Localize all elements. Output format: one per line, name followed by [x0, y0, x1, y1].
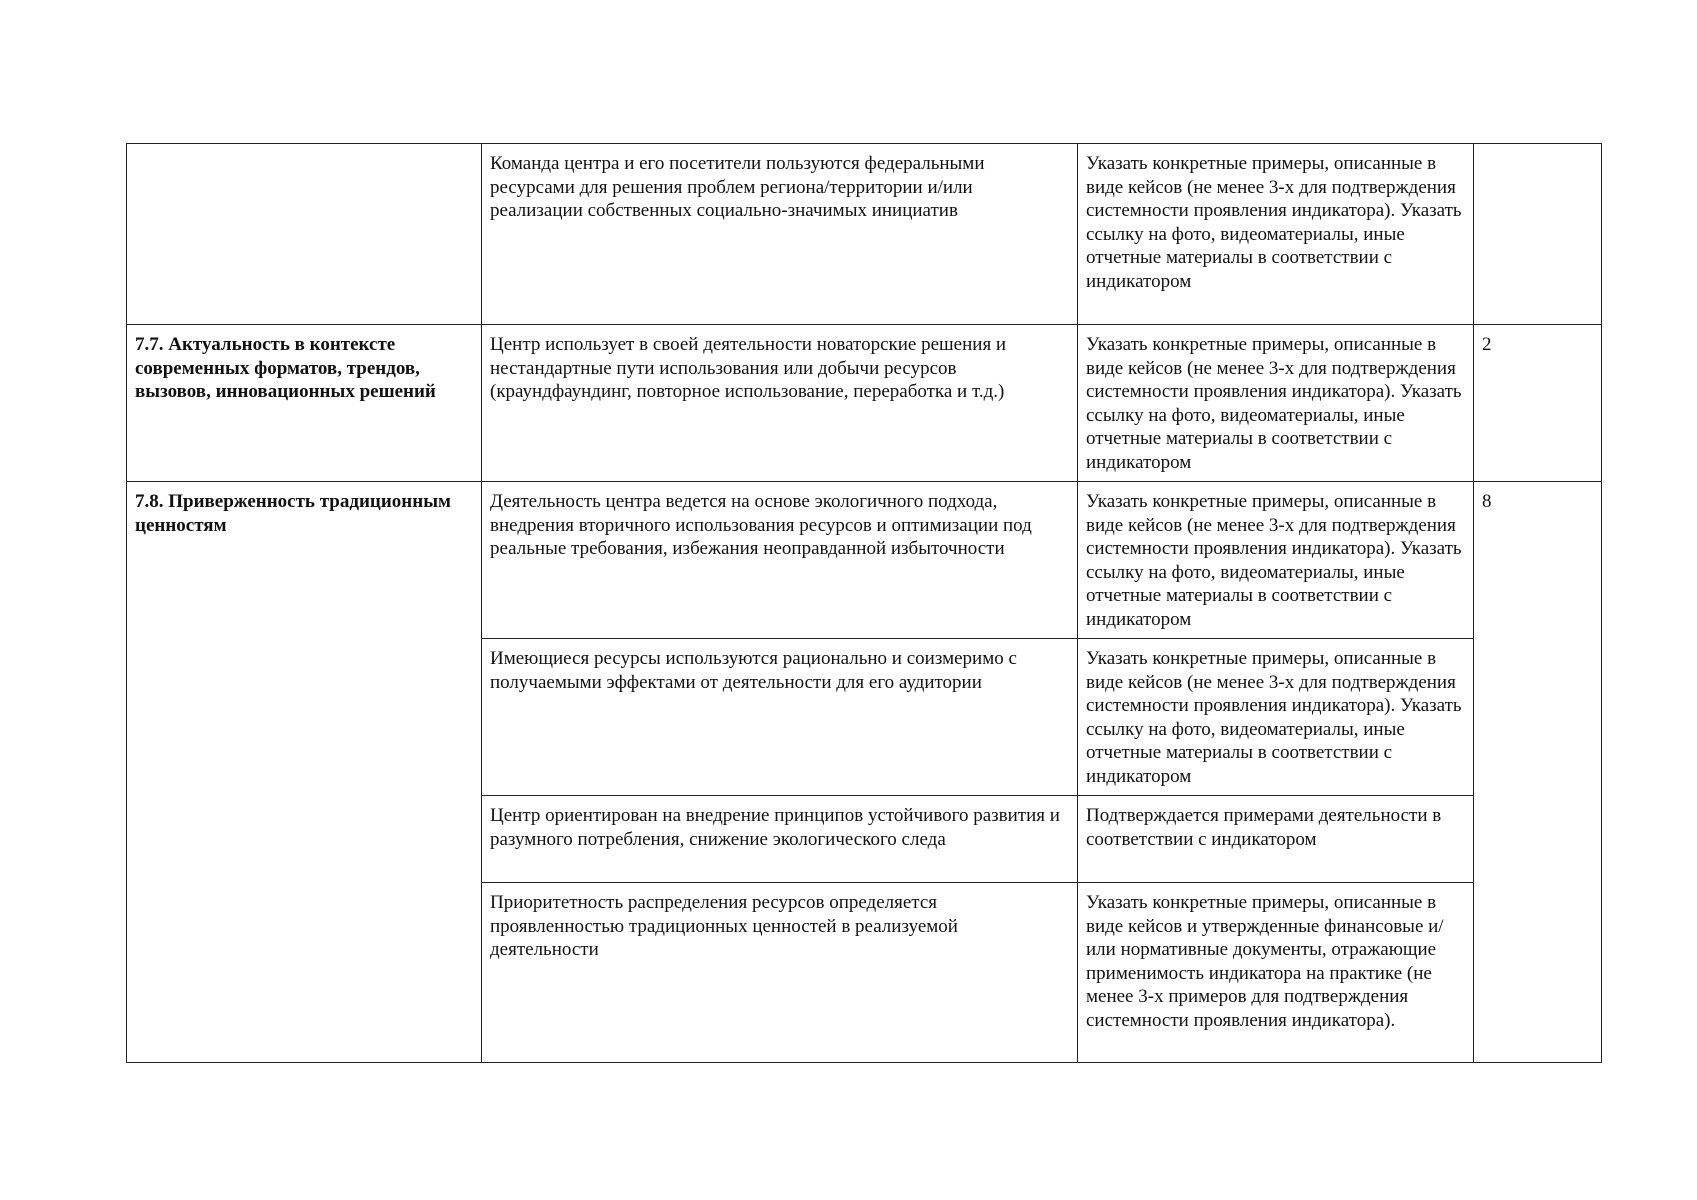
confirmation-cell: Указать конкретные примеры, описанные в виде кейсов (не менее 3-х для подтверждения системности проявления индикатора). Указать ссылку на фото, видеоматериалы, иные отчетные материалы в соответствии с индикатором: [1078, 482, 1474, 639]
confirmation-cell: Указать конкретные примеры, описанные в виде кейсов (не менее 3-х для подтверждения системности проявления индикатора). Указать ссылку на фото, видеоматериалы, иные отчетные материалы в соответствии с индикатором: [1078, 144, 1474, 325]
criteria-table: [126, 143, 1602, 1063]
score-cell: 8: [1474, 482, 1602, 1063]
criterion-cell: 7.7. Актуальность в контексте современных форматов, трендов, вызовов, инновационных решений: [127, 325, 482, 482]
indicator-cell: Деятельность центра ведется на основе экологичного подхода, внедрения вторичного использования ресурсов и оптимизации под реальные требования, избежания неоправданной избыточности: [482, 482, 1078, 639]
indicator-cell: Имеющиеся ресурсы используются рационально и соизмеримо с получаемыми эффектами от деятельности для его аудитории: [482, 639, 1078, 796]
indicator-cell: Приоритетность распределения ресурсов определяется проявленностью традиционных ценностей в реализуемой деятельности: [482, 883, 1078, 1063]
table-row: [127, 144, 1602, 325]
criterion-cell: [127, 144, 482, 325]
score-cell: 2: [1474, 325, 1602, 482]
confirmation-cell: Указать конкретные примеры, описанные в виде кейсов и утвержденные финансовые и/или нормативные документы, отражающие применимость индикатора на практике (не менее 3-х примеров для подтверждения системности проявления индикатора).: [1078, 883, 1474, 1063]
indicator-cell: Центр ориентирован на внедрение принципов устойчивого развития и разумного потребления, снижение экологического следа: [482, 796, 1078, 883]
table-row: [127, 482, 1602, 639]
indicator-cell: Центр использует в своей деятельности новаторские решения и нестандартные пути использования или добычи ресурсов (краундфаундинг, повторное использование, переработка и т.д.): [482, 325, 1078, 482]
confirmation-cell: Указать конкретные примеры, описанные в виде кейсов (не менее 3-х для подтверждения системности проявления индикатора). Указать ссылку на фото, видеоматериалы, иные отчетные материалы в соответствии с индикатором: [1078, 639, 1474, 796]
confirmation-cell: Подтверждается примерами деятельности в соответствии с индикатором: [1078, 796, 1474, 883]
score-cell: [1474, 144, 1602, 325]
confirmation-cell: Указать конкретные примеры, описанные в виде кейсов (не менее 3-х для подтверждения системности проявления индикатора). Указать ссылку на фото, видеоматериалы, иные отчетные материалы в соответствии с индикатором: [1078, 325, 1474, 482]
criterion-cell: 7.8. Приверженность традиционным ценностям: [127, 482, 482, 1063]
table-row: [127, 325, 1602, 482]
indicator-cell: Команда центра и его посетители пользуются федеральными ресурсами для решения проблем региона/территории и/или реализации собственных социально-значимых инициатив: [482, 144, 1078, 325]
